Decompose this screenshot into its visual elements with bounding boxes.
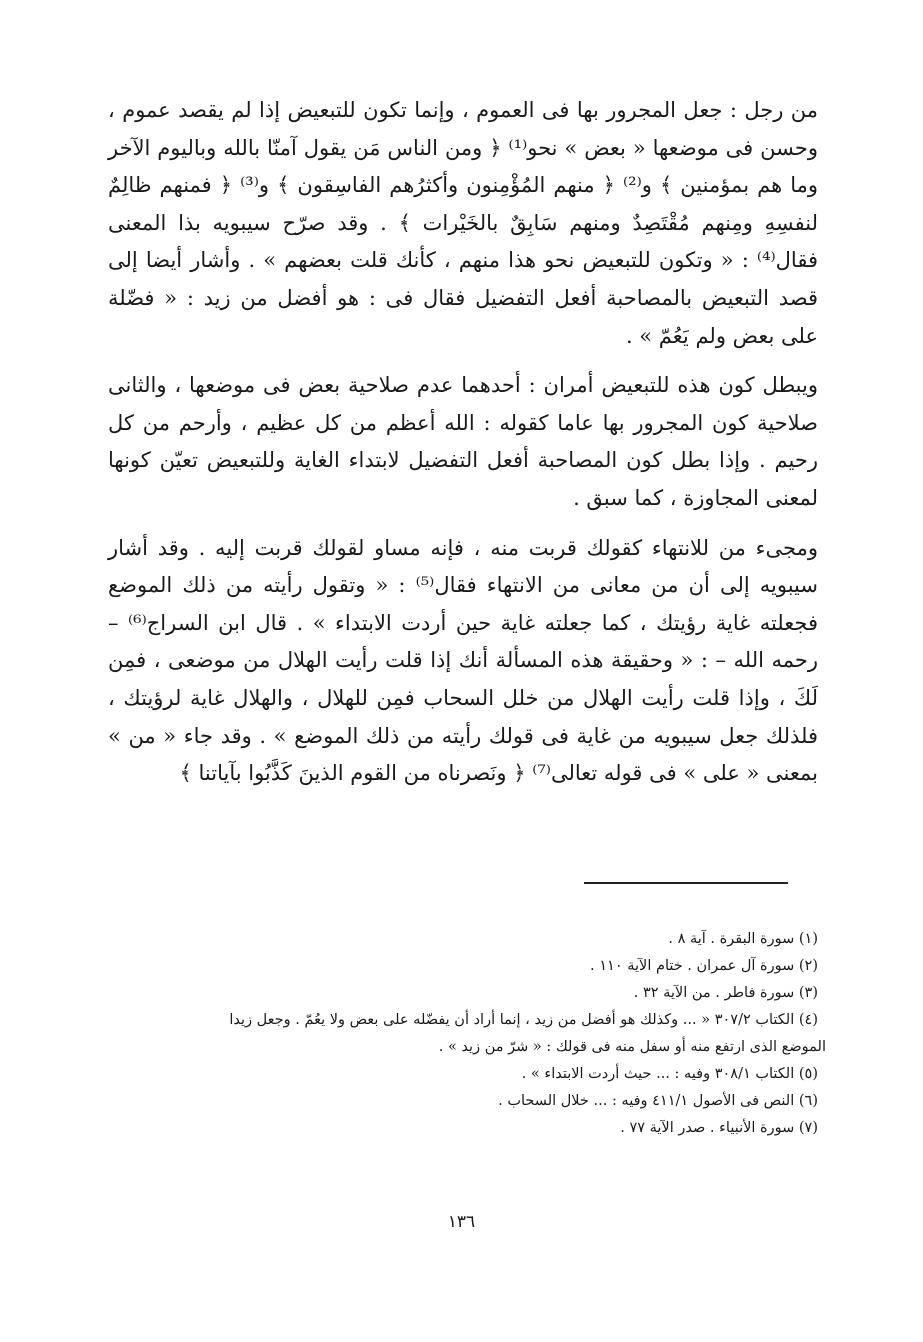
footnote-separator — [584, 882, 788, 884]
footnotes — [108, 926, 826, 1142]
paragraph-1: من رجل : جعل المجرور بها فى العموم ، وإنما تكون للتبعيض إذا لم يقصد عموم ، وحسن فى موضعها « بعض » نحو⁽¹⁾ ﴿ ومن الناس مَن يقول آمنّا بالله وباليوم الآخر وما هم بمؤمنين ﴾ و⁽²⁾ ﴿ منهم المُؤْمِنون وأكثرُهم الفاسِقون ﴾ و⁽³⁾ ﴿ فمنهم ظالِمٌ لنفسِهِ ومِنهم مُقْتَصِدٌ ومنهم سَابِقٌ بالخَيْرات ﴾ . وقد صرّح سيبويه بذا المعنى فقال⁽⁴⁾ : « وتكون للتبعيض نحو هذا منهم ، كأنك قلت بعضهم » . وأشار أيضا إلى قصد التبعيض بالمصاحبة أفعل التفضيل فقال فى : هو أفضل من زيد : « فضّلة على بعض ولم يَعُمّ » . — [108, 98, 818, 348]
paragraph-3: ومجىء من للانتهاء كقولك قربت منه ، فإنه مساو لقولك قربت إليه . وقد أشار سيبويه إلى أن من معانى من الانتهاء فقال⁽⁵⁾ : « وتقول رأيته من ذلك الموضع فجعلته غاية رؤيتك ، كما جعلته غاية حين أردت الابتداء » . قال ابن السراج⁽⁶⁾ – رحمه الله – : « وحقيقة هذه المسألة أنك إذا قلت رأيت الهلال من موضعى ، فمِن لَكَ ، وإذا قلت رأيت الهلال من خلل السحاب فمِن للهلال ، والهلال غاية لرؤيتك ، فلذلك جعل سيبويه من غاية فى قولك رأيته من ذلك الموضع » . وقد جاء « من » بمعنى « على » فى قوله تعالى⁽⁷⁾ ﴿ ونَصرناه من القوم الذينَ كَذَّبُوا بآياتنا ﴾ — [108, 535, 818, 786]
footnote-1: (١) سورة البقرة . آية ٨ . — [668, 931, 818, 947]
footnote-5: (٥) الكتاب ٣٠٨/١ وفيه : ... حيث أردت الابتداء » . — [521, 1066, 818, 1082]
footnote-4-continuation: الموضع الذى ارتفع منه أو سفل منه فى قولك : « شرّ من زيد » . — [438, 1039, 826, 1055]
paragraph-2: ويبطل كون هذه للتبعيض أمران : أحدهما عدم صلاحية بعض فى موضعها ، والثانى صلاحية كون المجرور بها عاما كقوله : الله أعظم من كل عظيم ، وأرحم من كل رحيم . وإذا بطل كون المصاحبة أفعل التفضيل لابتداء الغاية وللتبعيض تعيّن كونها لمعنى المجاوزة ، كما سبق . — [108, 373, 818, 510]
footnote-3: (٣) سورة فاطر . من الآية ٣٢ . — [633, 985, 818, 1001]
footnote-6: (٦) النص فى الأصول ٤١١/١ وفيه : ... خلال السحاب . — [498, 1093, 818, 1109]
footnote-2: (٢) سورة آل عمران . ختام الآية ١١٠ . — [590, 958, 818, 974]
page-number: ١٣٦ — [447, 1212, 476, 1232]
main-text — [108, 92, 818, 793]
footnote-4: (٤) الكتاب ٣٠٧/٢ « ... وكذلك هو أفضل من زيد ، إنما أراد أن يفضّله على بعض ولا يعُمّ . وجعل زيدا — [229, 1012, 818, 1028]
footnote-7: (٧) سورة الأنبياء . صدر الآية ٧٧ . — [620, 1120, 818, 1136]
